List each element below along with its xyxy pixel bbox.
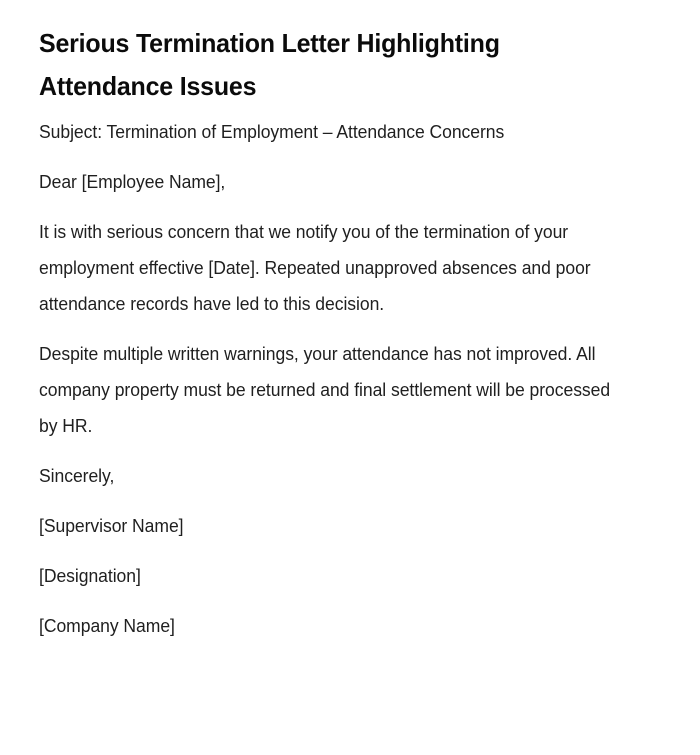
signature-designation: [Designation] bbox=[39, 566, 141, 586]
letter-body bbox=[39, 114, 639, 644]
subject-line: Subject: Termination of Employment – Attendance Concerns bbox=[39, 122, 505, 142]
signature-company-name: [Company Name] bbox=[39, 616, 175, 636]
closing-line: Sincerely, bbox=[39, 466, 115, 486]
signature-supervisor-name: [Supervisor Name] bbox=[39, 516, 184, 536]
body-paragraph-1: It is with serious concern that we notify you of the termination of your employment effective [Date]. Repeated unapproved absences and poor attendance records have led to this decision. bbox=[39, 222, 591, 314]
page-title: Serious Termination Letter Highlighting Attendance Issues bbox=[39, 28, 500, 101]
body-paragraph-2: Despite multiple written warnings, your attendance has not improved. All company property must be returned and final settlement will be processed by HR. bbox=[39, 344, 611, 436]
salutation: Dear [Employee Name], bbox=[39, 172, 226, 192]
